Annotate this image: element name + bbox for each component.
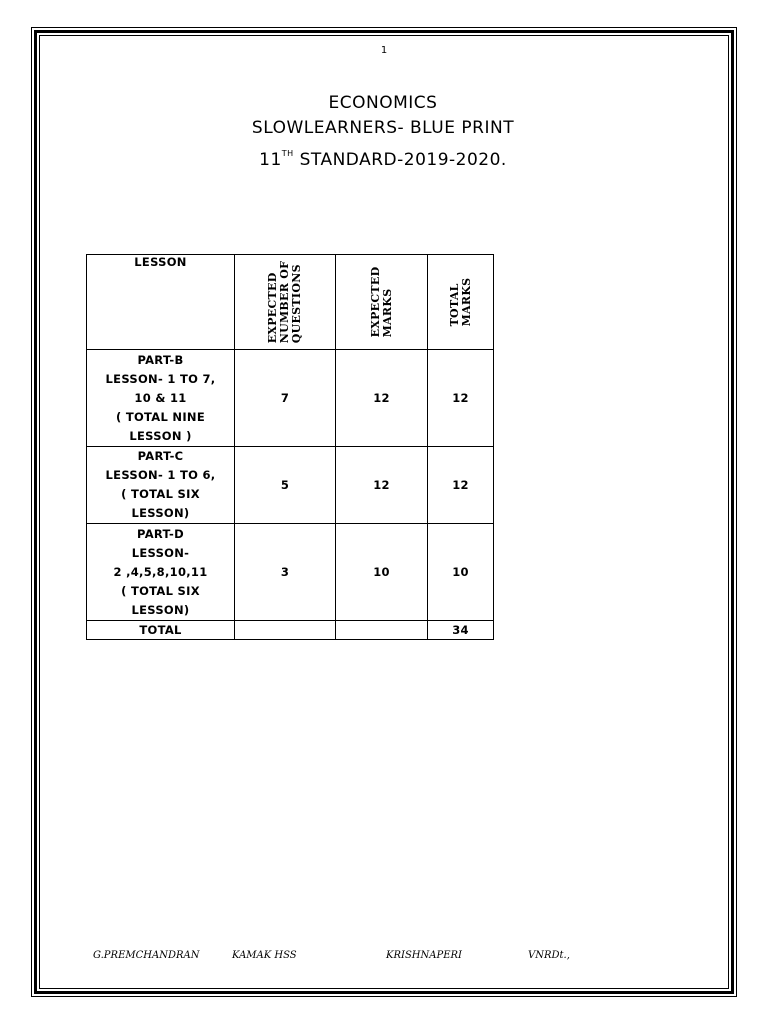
total-cell: 12 xyxy=(428,350,494,447)
blueprint-title: SLOWLEARNERS- BLUE PRINT xyxy=(251,118,515,138)
table-row xyxy=(87,350,494,447)
footer-place: KRISHNAPERI xyxy=(386,950,463,961)
part-line: LESSON) xyxy=(131,506,190,520)
table-total-row xyxy=(87,621,494,640)
questions-cell: 7 xyxy=(235,350,336,447)
table-row xyxy=(87,447,494,524)
part-line: LESSON ) xyxy=(129,428,192,443)
part-line: ( TOTAL SIX xyxy=(121,487,200,501)
part-line: PART-D xyxy=(137,526,184,541)
part-line: PART-B xyxy=(137,352,184,367)
header-questions-line2: NUMBER OF xyxy=(278,260,291,344)
footer-district: VNRDt., xyxy=(528,950,570,961)
total-questions-cell xyxy=(235,621,336,640)
part-line: ( TOTAL NINE xyxy=(115,409,206,424)
header-expected-marks xyxy=(336,255,428,350)
header-questions-line1: EXPECTED xyxy=(266,272,279,344)
page-number: 1 xyxy=(380,45,388,56)
part-cell xyxy=(87,447,235,524)
header-questions-line3: QUESTIONS xyxy=(290,264,303,344)
standard-number: 11 xyxy=(259,150,282,170)
header-total-line1: TOTAL xyxy=(447,283,461,327)
questions-cell: 5 xyxy=(235,447,336,524)
table-header-row xyxy=(87,255,494,350)
marks-cell: 12 xyxy=(336,447,428,524)
table-row xyxy=(87,524,494,621)
header-total-line2: MARKS xyxy=(459,277,473,327)
part-line: PART-C xyxy=(137,449,184,463)
total-cell: 10 xyxy=(428,524,494,621)
footer-school: KAMAK HSS xyxy=(232,950,297,961)
footer-author: G.PREMCHANDRAN xyxy=(93,950,200,961)
header-lesson: LESSON xyxy=(87,255,235,350)
total-marks-cell xyxy=(336,621,428,640)
part-line: LESSON- 1 TO 7, xyxy=(105,371,216,386)
header-marks-line1: EXPECTED xyxy=(368,266,382,338)
part-line: 2 ,4,5,8,10,11 xyxy=(113,564,208,579)
standard-year: STANDARD-2019-2020. xyxy=(293,150,507,170)
standard-suffix: TH xyxy=(281,149,294,158)
grand-total-cell: 34 xyxy=(428,621,494,640)
part-line: LESSON) xyxy=(131,602,190,617)
part-line: ( TOTAL SIX xyxy=(121,583,200,598)
part-cell xyxy=(87,350,235,447)
marks-cell: 12 xyxy=(336,350,428,447)
total-label-cell: TOTAL xyxy=(87,621,235,640)
document-title-block xyxy=(150,91,616,173)
header-total-marks xyxy=(428,255,494,350)
blueprint-table xyxy=(86,254,494,640)
part-cell xyxy=(87,524,235,621)
part-line: LESSON- xyxy=(131,545,190,560)
marks-cell: 10 xyxy=(336,524,428,621)
part-line: 10 & 11 xyxy=(134,390,187,405)
total-cell: 12 xyxy=(428,447,494,524)
header-expected-questions xyxy=(235,255,336,350)
part-line: LESSON- 1 TO 6, xyxy=(105,468,216,482)
standard-title xyxy=(150,141,616,173)
questions-cell: 3 xyxy=(235,524,336,621)
subject-title: ECONOMICS xyxy=(328,93,438,113)
header-marks-line2: MARKS xyxy=(380,288,394,338)
